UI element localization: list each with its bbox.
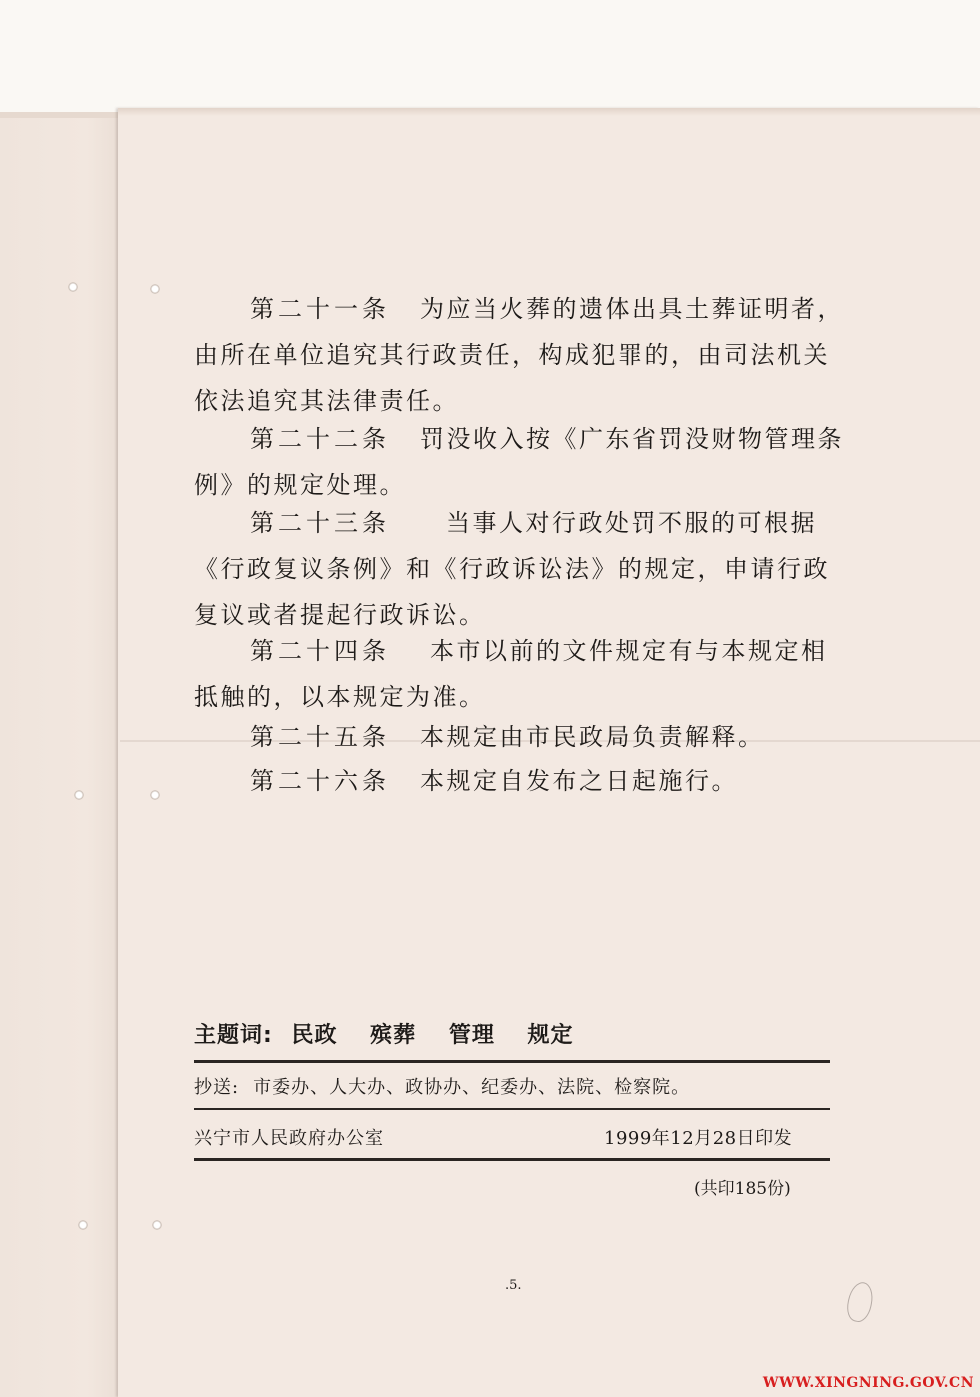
article-21 xyxy=(194,286,844,424)
article-25 xyxy=(194,714,844,760)
print-copies: (共印185份) xyxy=(694,1179,791,1199)
page-number: .5. xyxy=(505,1278,522,1293)
punch-hole xyxy=(150,284,160,294)
divider xyxy=(194,1108,830,1110)
keyword: 殡葬 xyxy=(370,1023,417,1048)
article-26 xyxy=(194,758,844,804)
article-22 xyxy=(194,416,844,508)
article-number: 第二十五条 xyxy=(250,723,390,751)
keyword: 管理 xyxy=(448,1023,495,1048)
article-24 xyxy=(194,628,844,720)
article-text: 当事人对行政处罚不服的可根据《行政复议条例》和《行政诉讼法》的规定，申请行政复议或者提起行政诉讼。 xyxy=(194,509,830,629)
article-number: 第二十二条 xyxy=(250,425,390,453)
underlying-page xyxy=(0,118,125,1397)
punch-hole xyxy=(150,790,160,800)
divider-thick xyxy=(194,1158,830,1161)
punch-hole xyxy=(68,282,78,292)
article-text: 为应当火葬的遗体出具土葬证明者，由所在单位追究其行政责任，构成犯罪的，由司法机关依法追究其法律责任。 xyxy=(194,295,844,415)
page-top-edge xyxy=(118,108,980,116)
cc-label: 抄送: xyxy=(194,1077,240,1098)
cc-line xyxy=(194,1073,690,1099)
punch-hole xyxy=(78,1220,88,1230)
divider-thick xyxy=(194,1060,830,1063)
article-text: 本规定自发布之日起施行。 xyxy=(420,767,738,795)
article-text: 罚没收入按《广东省罚没财物管理条例》的规定处理。 xyxy=(194,425,844,499)
site-watermark: WWW.XINGNING.GOV.CN xyxy=(762,1375,974,1391)
subject-keywords xyxy=(194,1018,574,1049)
article-text: 本规定由市民政局负责解释。 xyxy=(420,723,765,751)
article-number: 第二十四条 xyxy=(250,637,390,665)
keyword: 规定 xyxy=(527,1023,574,1048)
article-23 xyxy=(194,500,844,638)
article-text: 本市以前的文件规定有与本规定相抵触的，以本规定为准。 xyxy=(194,637,828,711)
cc-recipients: 市委办、人大办、政协办、纪委办、法院、检察院。 xyxy=(253,1077,691,1098)
punch-hole xyxy=(152,1220,162,1230)
punch-hole xyxy=(74,790,84,800)
article-number: 第二十六条 xyxy=(250,767,390,795)
article-number: 第二十三条 xyxy=(250,509,390,537)
keywords-label: 主题词: xyxy=(194,1023,273,1048)
issue-date: 1999年12月28日印发 xyxy=(604,1128,793,1149)
issuing-office: 兴宁市人民政府办公室 xyxy=(194,1128,384,1149)
keyword: 民政 xyxy=(291,1023,338,1048)
article-number: 第二十一条 xyxy=(250,295,390,323)
